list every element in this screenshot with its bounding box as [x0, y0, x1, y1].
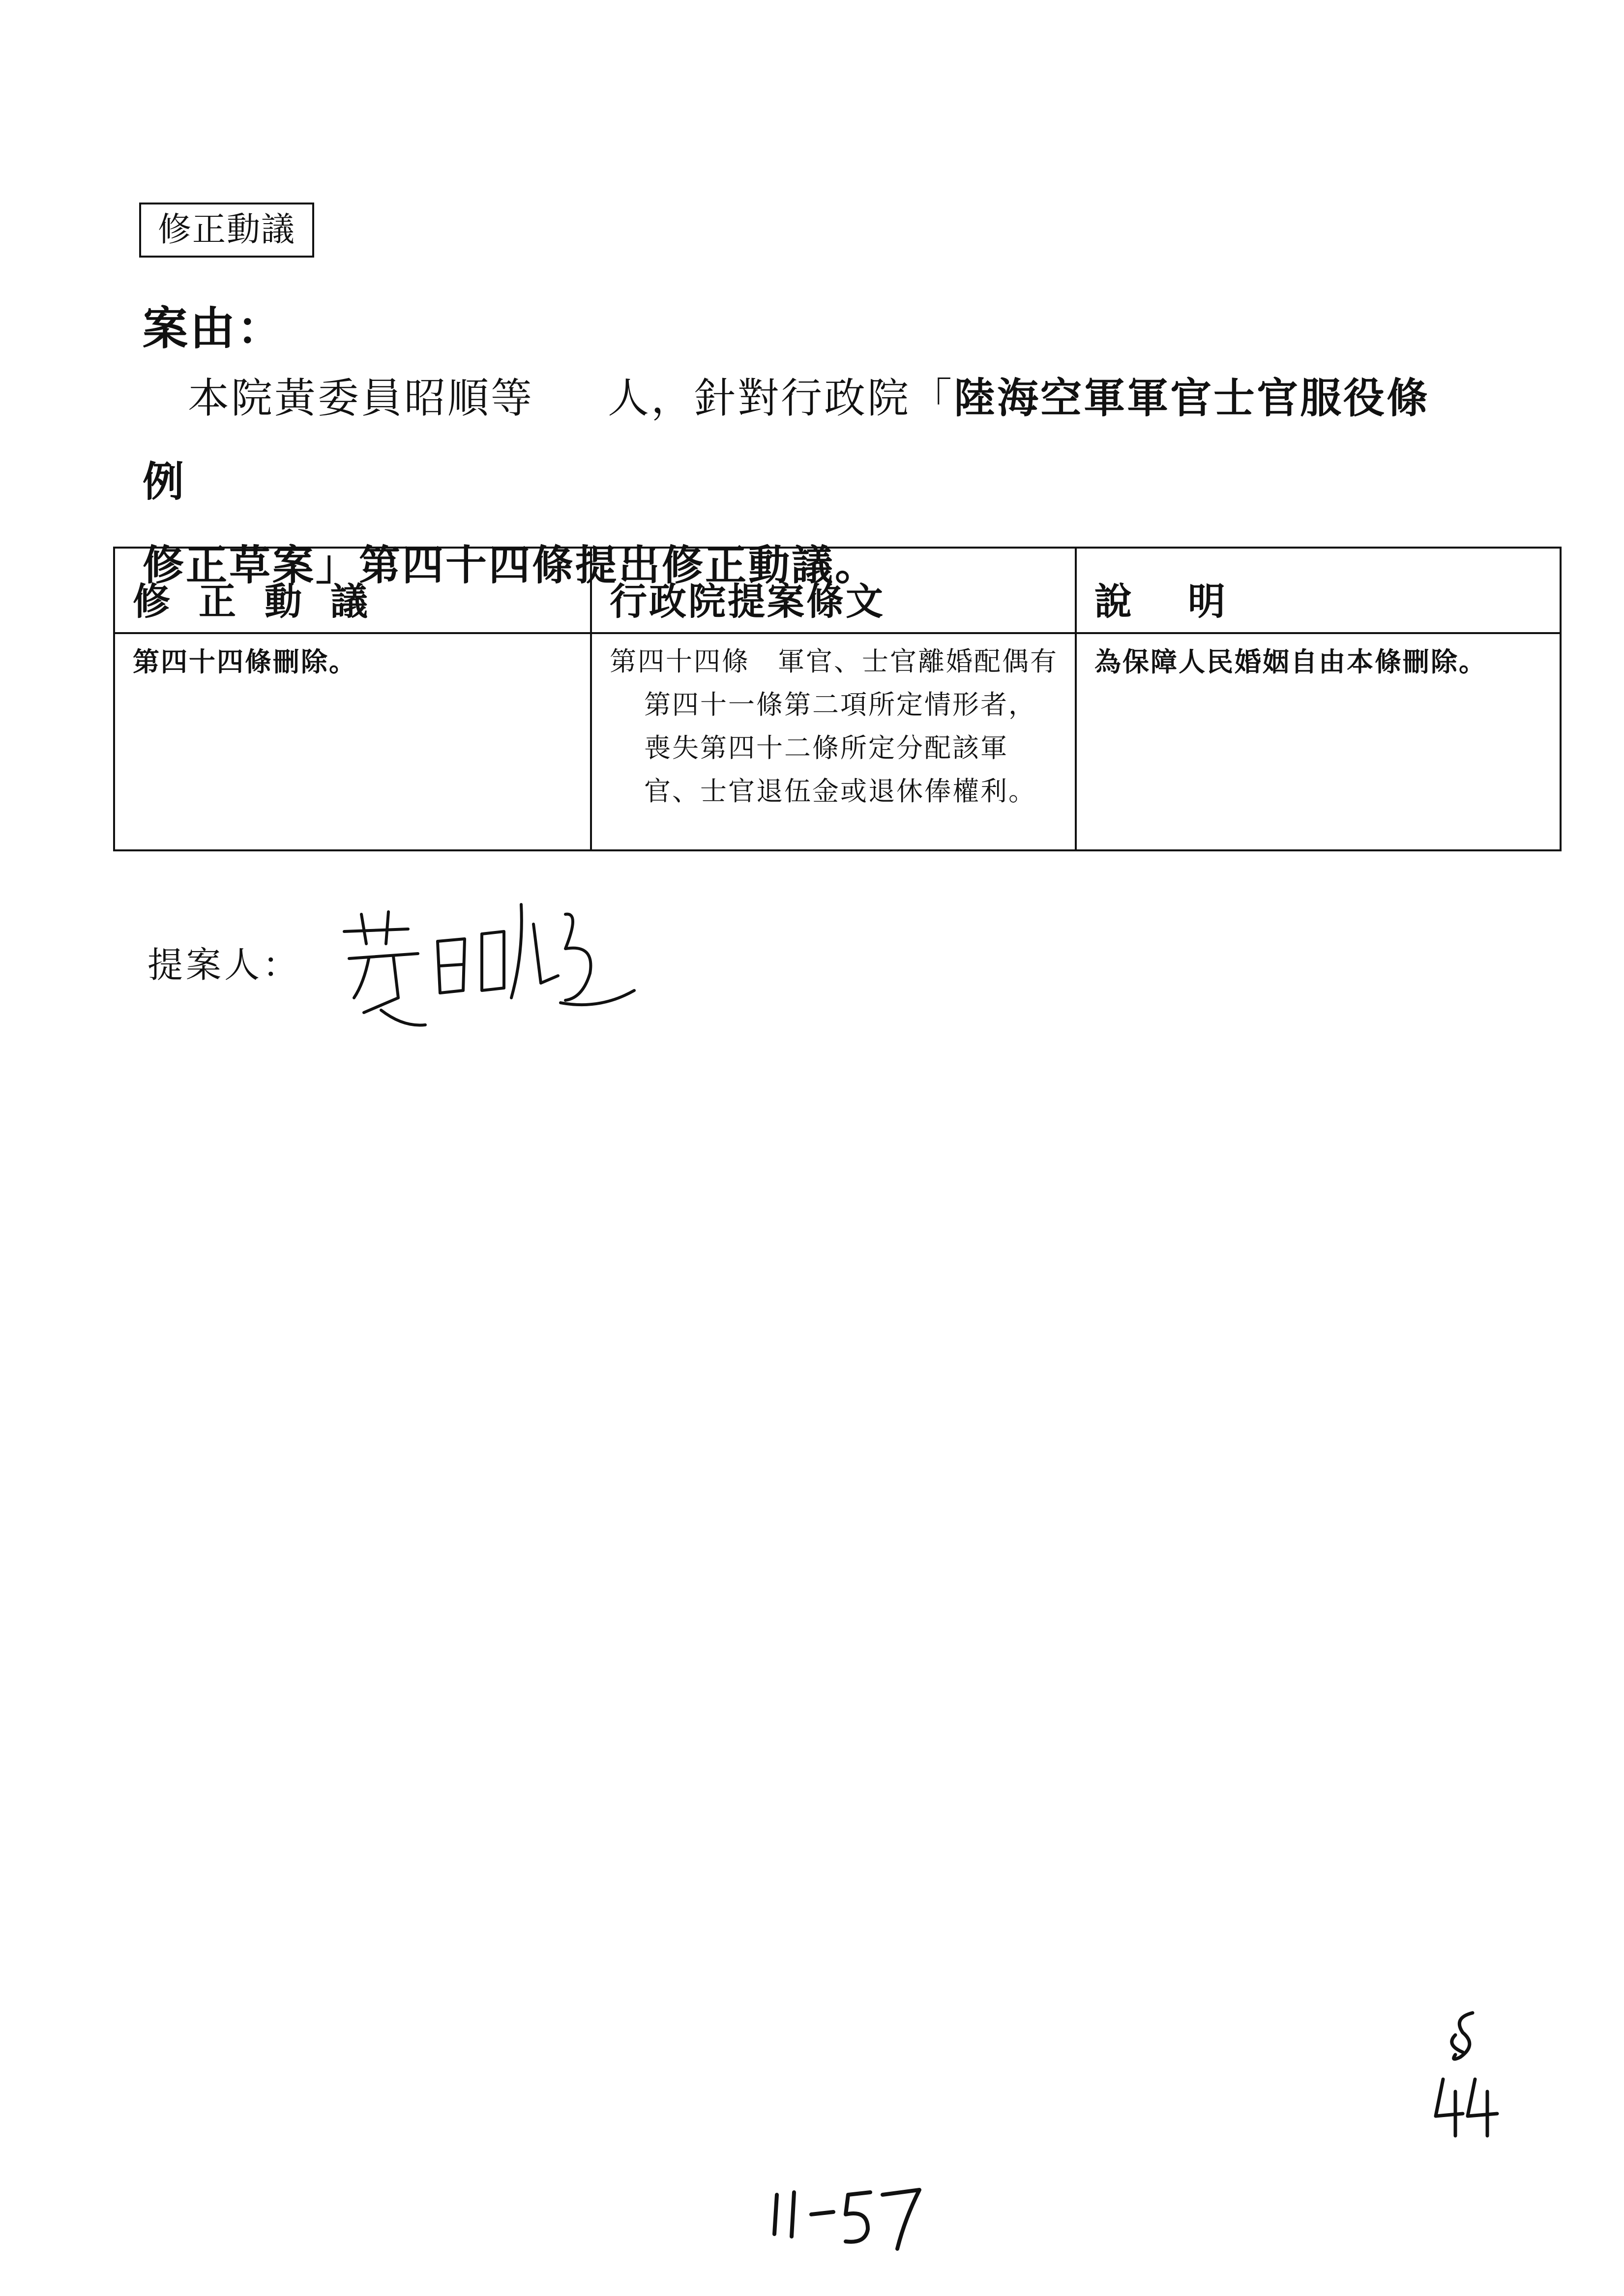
proposer-label: 提案人： — [148, 944, 301, 986]
handwritten-signature — [334, 885, 639, 1047]
header-explanation-a: 說 — [1094, 580, 1134, 623]
explanation-text: 為保障人民婚姻自由本條刪除。 — [1094, 646, 1487, 677]
table-row — [114, 633, 1561, 850]
header-explanation — [1076, 548, 1561, 633]
handwritten-margin-note — [1426, 2005, 1505, 2138]
case-body-target: 人，針對行政院「 — [608, 374, 954, 422]
handwritten-page-number — [765, 2175, 927, 2254]
case-heading: 案由： — [143, 302, 285, 355]
case-body-proposer: 本院黃委員昭順等 — [188, 374, 534, 422]
executive-text: 第四十四條 軍官、士官離婚配偶有第四十一條第二項所定情形者，喪失第四十二條所定分配該軍官、士官退伍金或退休俸權利。 — [610, 646, 1058, 807]
header-amendment: 修正動議 — [114, 548, 591, 633]
header-executive-text: 行政院提案條文 — [591, 548, 1076, 633]
header-explanation-b: 明 — [1188, 580, 1227, 623]
case-body-bill-title: 陸海空軍軍官士官服役條例 — [143, 374, 1430, 506]
motion-table — [113, 547, 1562, 851]
case-body-bill-title-cont: 修正草案」第四十四條提出修正動議。 — [143, 541, 879, 589]
table-header-row — [114, 548, 1561, 633]
amendment-text: 第四十四條刪除。 — [133, 646, 357, 677]
motion-tag: 修正動議 — [139, 203, 314, 258]
